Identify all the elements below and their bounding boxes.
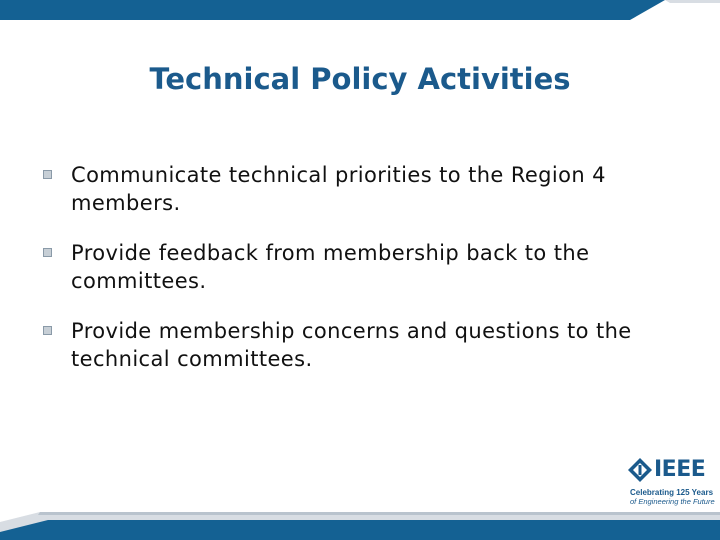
bullet-item xyxy=(71,239,671,295)
bullet-text: Provide feedback from membership back to the committees. xyxy=(71,241,590,293)
logo-tagline: Celebrating 125 Years xyxy=(630,488,714,497)
bullet-item xyxy=(71,317,671,373)
square-bullet-icon xyxy=(43,326,52,335)
ieee-logo xyxy=(628,457,715,508)
bullet-item xyxy=(71,161,671,217)
logo-tagline-sub: of Engineering the Future xyxy=(630,497,715,506)
ieee-diamond-icon xyxy=(628,458,652,482)
square-bullet-icon xyxy=(43,248,52,257)
slide-title: Technical Policy Activities xyxy=(149,62,571,96)
bullet-text: Provide membership concerns and questions to the technical committees. xyxy=(71,319,632,371)
square-bullet-icon xyxy=(43,170,52,179)
bullet-text: Communicate technical priorities to the Region 4 members. xyxy=(71,163,606,215)
top-banner xyxy=(0,0,720,22)
logo-wordmark: IEEE xyxy=(654,457,706,482)
bottom-banner xyxy=(0,512,720,540)
